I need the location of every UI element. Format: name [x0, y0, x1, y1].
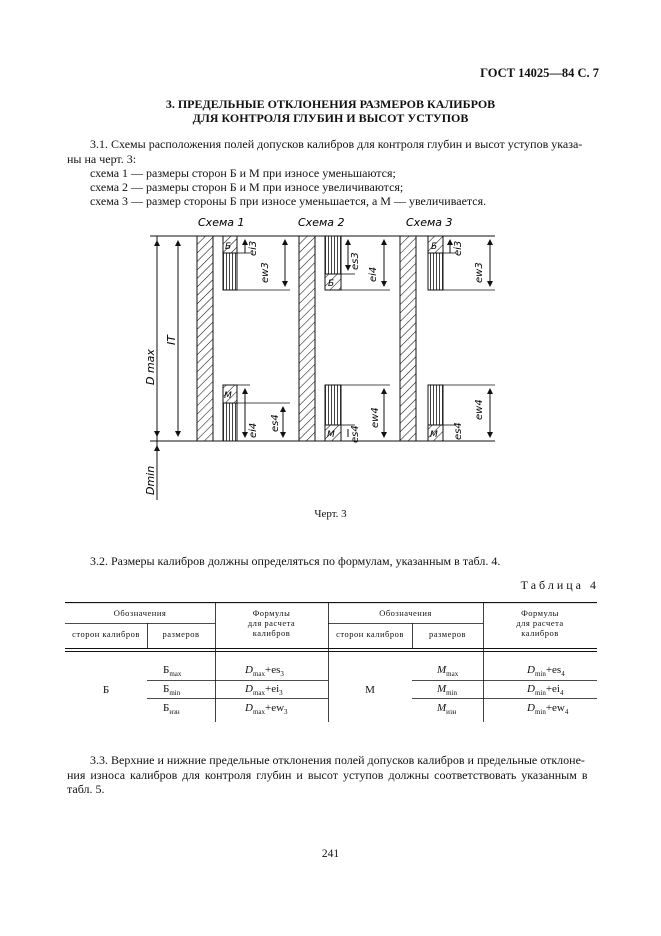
th-formulas-right-l3: калибров — [521, 628, 559, 638]
th-designations-right: Обозначения — [379, 608, 432, 618]
section-title-line2: ДЛЯ КОНТРОЛЯ ГЛУБИН И ВЫСОТ УСТУПОВ — [192, 111, 469, 125]
formula-m-min: $D_{min}+ei_4$ — [527, 683, 564, 698]
table-4 — [65, 602, 597, 722]
table-title: Таблица 4 — [520, 578, 599, 592]
p32: 3.2. Размеры калибров должны определяться по формулам, указанным в табл. 4. — [90, 554, 501, 568]
th-formulas-right-l2: для расчета — [516, 618, 564, 628]
p33-line2: ния износа калибров для контроля глубин и высот уступов должны соответствовать указанным в — [67, 768, 588, 782]
side-m: М — [365, 684, 375, 696]
formula-b-min: $D_{max}+ei_3$ — [245, 683, 283, 698]
th-formulas-left-l1: Формулы — [252, 608, 291, 618]
s2-ew4: ew4 — [370, 407, 381, 428]
scheme1-title: Схема 1 — [198, 216, 245, 229]
s1-b-label: Б — [225, 242, 232, 252]
s1-ew3: ew3 — [260, 262, 271, 283]
th-formulas-left-l3: калибров — [252, 628, 291, 638]
formula-b-wear: $D_{max}+ew_3$ — [245, 702, 288, 717]
th-formulas-left-l2: для расчета — [247, 618, 296, 628]
label-it: IT — [165, 335, 178, 345]
th-sides-right: сторон калибров — [336, 629, 404, 639]
p31-item1: схема 1 — размеры сторон Б и М при износе уменьшаются; — [90, 166, 396, 180]
s2-m-label: М — [327, 430, 335, 440]
p33-line3: табл. 5. — [67, 782, 105, 796]
th-sizes-left: размеров — [162, 629, 200, 639]
p31-item2: схема 2 — размеры сторон Б и М при износе увеличиваются; — [90, 180, 404, 194]
th-sizes-right: размеров — [429, 629, 466, 639]
scheme2-title: Схема 2 — [298, 216, 345, 229]
s1-es4: es4 — [270, 414, 281, 432]
side-b: Б — [102, 684, 110, 696]
s2-b-label: Б — [328, 279, 335, 289]
th-formulas-right — [483, 608, 597, 638]
scheme3-title: Схема 3 — [406, 216, 453, 229]
s3-ew3: ew3 — [474, 262, 485, 283]
s3-ew4: ew4 — [474, 399, 485, 420]
s3-es4: es4 — [453, 422, 464, 440]
size-m-min: $M_{min}$ — [437, 683, 458, 698]
size-b-wear: $Б_{изн}$ — [163, 702, 180, 717]
page-header: ГОСТ 14025—84 С. 7 — [480, 66, 599, 80]
section-title-line1: 3. ПРЕДЕЛЬНЫЕ ОТКЛОНЕНИЯ РАЗМЕРОВ КАЛИБРОВ — [165, 97, 496, 111]
th-designations-left: Обозначения — [113, 608, 167, 618]
formula-m-max: $D_{min}+es_4$ — [527, 664, 565, 679]
size-m-wear: $M_{изн}$ — [437, 702, 457, 717]
s3-ei3: ei3 — [453, 240, 464, 256]
s2-es3: es3 — [350, 252, 361, 270]
s1-ei3: ei3 — [248, 240, 259, 256]
p31-line2: ны на черт. 3: — [67, 152, 137, 166]
p31-line1: 3.1. Схемы расположения полей допусков калибров для контроля глубин и высот уступов указа- — [90, 137, 583, 151]
s1-ei4: ei4 — [248, 422, 259, 438]
th-sides-left: сторон калибров — [72, 629, 140, 639]
th-formulas-right-l1: Формулы — [521, 608, 559, 618]
s2-es4: es4 — [350, 425, 361, 443]
size-m-max: $M_{max}$ — [437, 664, 459, 679]
page-number: 241 — [321, 848, 340, 860]
size-b-max: $Б_{max}$ — [163, 664, 182, 679]
s2-ei4-top: ei4 — [368, 266, 379, 282]
s3-m-label: М — [430, 430, 438, 440]
p31-item3: схема 3 — размер стороны Б при износе уменьшается, а М — увеличивается. — [90, 194, 487, 208]
figure-caption: Черт. 3 — [314, 508, 347, 520]
formula-m-wear: $D_{min}+ew_4$ — [527, 702, 569, 717]
p33-line1: 3.3. Верхние и нижние предельные отклонения полей допусков калибров и предельные отклоне- — [90, 753, 585, 767]
s3-b-label: Б — [431, 242, 438, 252]
label-dmax: D max — [144, 349, 157, 385]
size-b-min: $Б_{min}$ — [163, 683, 181, 698]
s1-m-label: М — [224, 391, 232, 401]
formula-b-max: $D_{max}+es_3$ — [245, 664, 284, 679]
label-dmin: Dmin — [144, 465, 157, 495]
th-formulas-left — [215, 608, 328, 638]
figure-drawing-3 — [0, 205, 661, 510]
